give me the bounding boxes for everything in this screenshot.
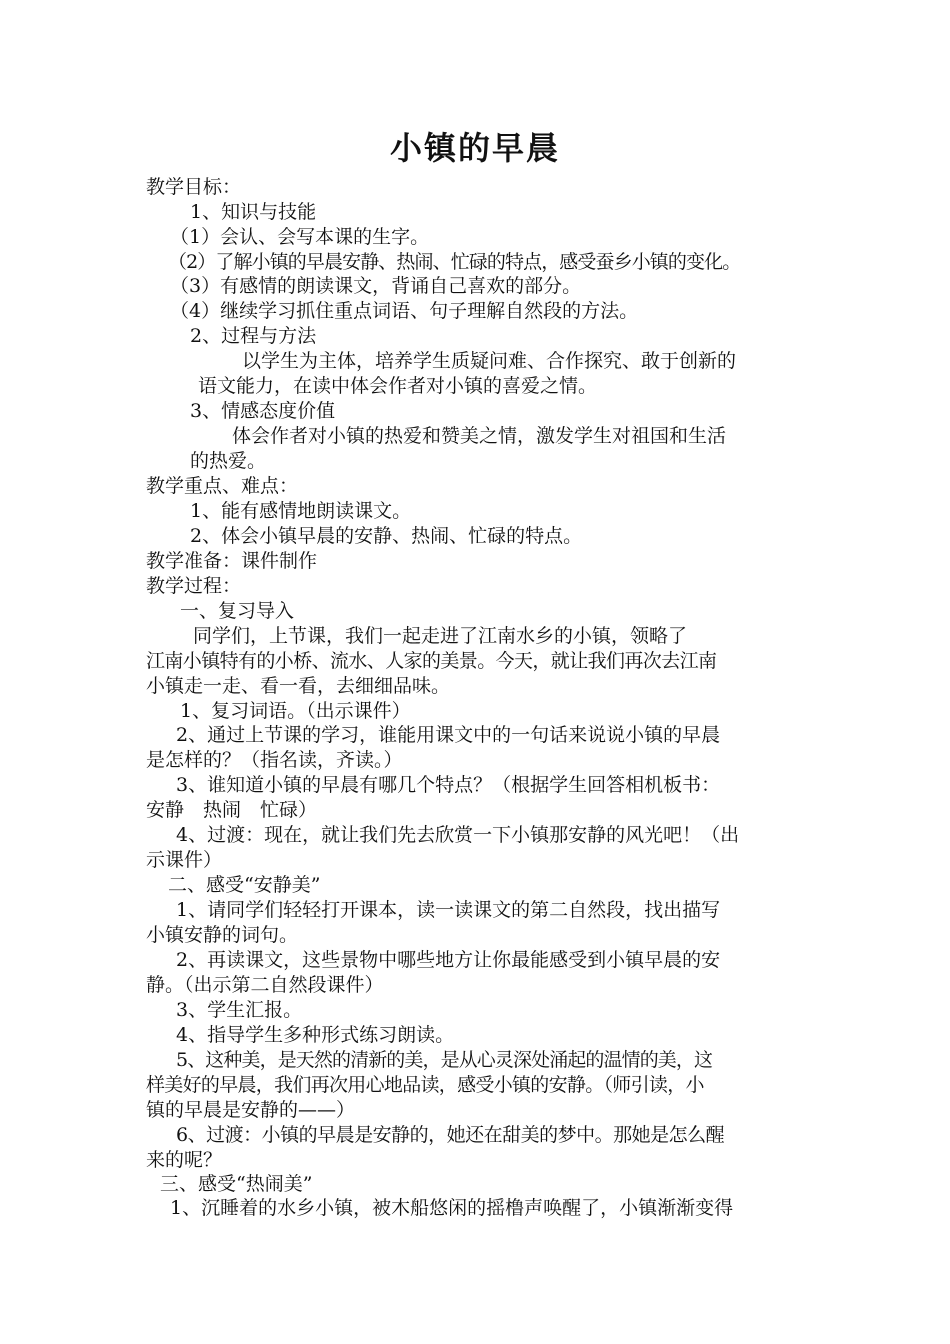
- text-line: 3、学生汇报。: [176, 999, 303, 1021]
- text-line: 3、情感态度价值: [190, 400, 336, 422]
- text-line: 是怎样的？（指名读，齐读。）: [146, 749, 403, 771]
- text-line: 小镇走一走、看一看，去细细品味。: [146, 675, 451, 697]
- text-line: 来的呢？: [146, 1149, 223, 1171]
- text-line: 2、通过上节课的学习，谁能用课文中的一句话来说说小镇的早晨: [176, 724, 721, 746]
- text-line: 样美好的早晨，我们再次用心地品读，感受小镇的安静。（师引读，小: [146, 1074, 704, 1096]
- text-line: 同学们，上节课，我们一起走进了江南水乡的小镇，领略了: [193, 625, 688, 647]
- text-line: 2、过程与方法: [190, 325, 317, 347]
- text-line: 1、能有感情地朗读课文。: [190, 500, 412, 522]
- text-line: 江南小镇特有的小桥、流水、人家的美景。今天，就让我们再次去江南: [146, 650, 717, 672]
- text-line: 4、过渡：现在，就让我们先去欣赏一下小镇那安静的风光吧！（出: [176, 824, 740, 846]
- text-line: 1、复习词语。（出示课件）: [180, 700, 411, 722]
- text-line: 2、体会小镇早晨的安静、热闹、忙碌的特点。: [190, 525, 583, 547]
- text-line: 二、感受“安静美”: [168, 874, 321, 896]
- text-line: （3）有感情的朗读课文，背诵自己喜欢的部分。: [170, 275, 582, 297]
- text-line: 1、知识与技能: [190, 201, 317, 223]
- text-line: 的热爱。: [190, 450, 267, 472]
- text-line: 一、复习导入: [180, 600, 295, 622]
- text-line: 教学准备：课件制作: [146, 550, 318, 572]
- text-line: 教学重点、难点：: [146, 475, 299, 497]
- text-line: 体会作者对小镇的热爱和赞美之情，激发学生对祖国和生活: [232, 425, 727, 447]
- text-line: （4）继续学习抓住重点词语、句子理解自然段的方法。: [170, 300, 639, 322]
- text-line: 3、谁知道小镇的早晨有哪几个特点？（根据学生回答相机板书：: [176, 774, 721, 796]
- text-line: 语文能力，在读中体会作者对小镇的喜爱之情。: [198, 375, 598, 397]
- text-line: 示课件）: [146, 849, 223, 871]
- text-line: （1）会认、会写本课的生字。: [170, 226, 430, 248]
- text-line: 2、再读课文，这些景物中哪些地方让你最能感受到小镇早晨的安: [176, 949, 721, 971]
- document-title: 小镇的早晨: [389, 129, 560, 167]
- text-line: 小镇安静的词句。: [146, 924, 299, 946]
- text-line: 以学生为主体，培养学生质疑问难、合作探究、敢于创新的: [242, 350, 737, 372]
- text-line: 教学过程：: [146, 575, 242, 597]
- text-line: （2）了解小镇的早晨安静、热闹、忙碌的特点，感受蚕乡小镇的变化。: [168, 251, 741, 273]
- text-line: 1、沉睡着的水乡小镇，被木船悠闲的摇橹声唤醒了，小镇渐渐变得: [170, 1197, 734, 1219]
- text-line: 三、感受“热闹美”: [160, 1173, 313, 1195]
- text-line: 安静 热闹 忙碌）: [146, 799, 318, 821]
- text-line: 教学目标：: [146, 176, 242, 198]
- text-line: 1、请同学们轻轻打开课本，读一读课文的第二自然段，找出描写: [176, 899, 721, 921]
- text-line: 4、指导学生多种形式练习朗读。: [176, 1024, 455, 1046]
- text-line: 6、过渡：小镇的早晨是安静的，她还在甜美的梦中。那她是怎么醒: [176, 1124, 725, 1146]
- text-line: 静。（出示第二自然段课件）: [146, 974, 384, 996]
- text-line: 5、这种美，是天然的清新的美，是从心灵深处涌起的温情的美，这: [176, 1049, 713, 1071]
- text-line: 镇的早晨是安静的——）: [146, 1099, 356, 1121]
